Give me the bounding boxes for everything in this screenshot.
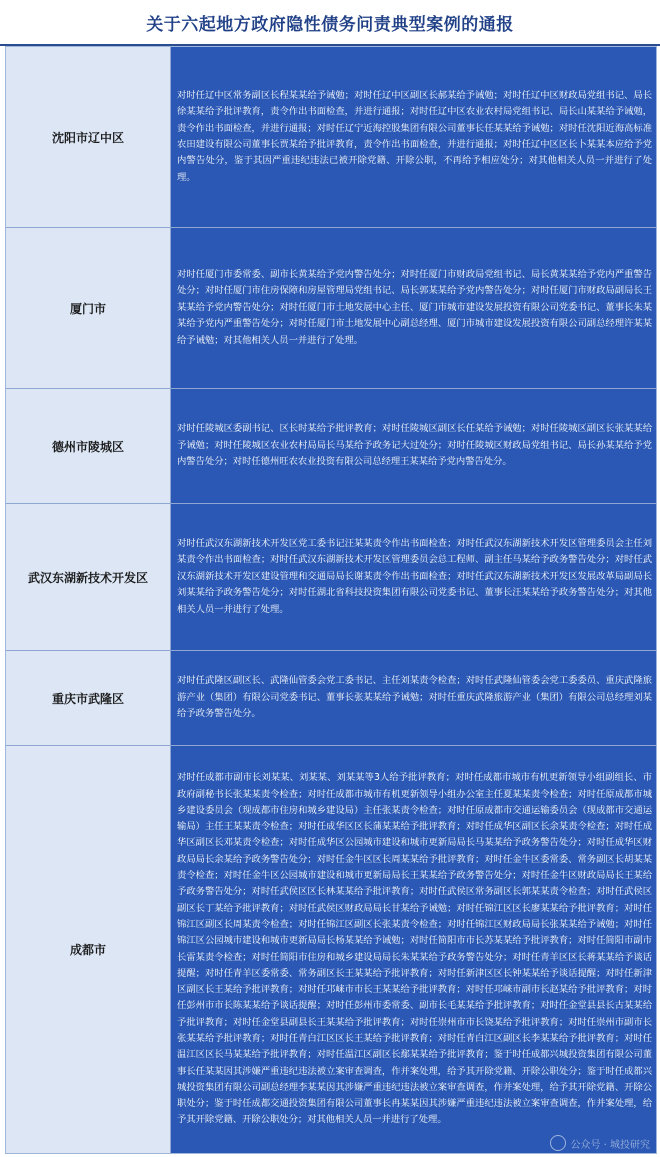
region-cell: 沈阳市辽中区	[6, 47, 171, 227]
table-row	[6, 47, 656, 227]
region-cell: 武汉东湖新技术开发区	[6, 504, 171, 650]
detail-cell	[171, 746, 656, 1153]
detail-text: 对时任辽中区常务副区长程某某给予诫勉；对时任辽中区副区长郝某给予诫勉；对时任辽中区财政局党组书记、局长徐某某给予批评教育，责令作出书面检查，并进行通报；对时任辽中区农业农村局党组书记、局长山某某给予诫勉，责令作出书面检查，并进行通报；对时任辽宁近海控股集团有限公司董事长任某某给予诫勉；对时任沈阳近海高标准农田建设有限公司董事长贾某给予批评教育，责令作出书面检查，并进行通报；对时任辽中区区长卜某某本应给予党内警告处分，鉴于其因严重违纪违法已被开除党籍、开除公职，不再给予相应处分；对其他相关人员一并进行了处理。	[177, 89, 652, 183]
detail-cell	[171, 504, 656, 650]
detail-cell	[171, 47, 656, 227]
cases-table	[5, 46, 657, 1154]
detail-text: 对时任成都市副市长刘某某、刘某某、刘某某等3人给予批评教育；对时任成都市城市有机更新领导小组副组长、市政府副秘书长张某某责令检查；对时任成都市城市有机更新领导小组办公室主任夏某某责令检查；对时任原成都市城乡建设委员会（现成都市住房和城乡建设局）主任张某责令检查；对时任原成都市交通运输委员会（现成都市交通运输局）主任王某某责令检查；对时任成华区区长蒲某某给予批评教育；对时任成华区副区长余某责令检查；对时任成华区副区长邓某责令检查；对时任成华区公园城市建设和城市更新局局长马某某给予政务警告处分；对时任成华区财政局局长余某给予政务警告处分；对时任金牛区区长周某某给予批评教育；对时任金牛区委常委、常务副区长胡某某责令检查；对时任金牛区公园城市建设和城市更新局局长王某某给予政务警告处分；对时任金牛区财政局局长王某给予政务警告处分；对时任武侯区区长林某某给予批评教育；对时任武侯区常务副区长郭某某责令检查；对时任武侯区副区长丁某给予批评教育；对时任武侯区财政局局长甘某给予诫勉；对时任锦江区区长廖某某给予批评教育；对时任锦江区副区长周某责令检查；对时任锦江区副区长张某责令检查；对时任锦江区财政局局长张某某给予诫勉；对时任锦江区公园城市建设和城市更新局局长杨某某给予诫勉；对时任简阳市市长苏某某给予批评教育；对时任简阳市副市长雷某责令检查；对时任简阳市住房和城乡建设局局长朱某某给予政务警告处分；对时任青羊区区长蒋某某给予谈话提醒；对时任青羊区委常委、常务副区长王某某给予批评教育；对时任新津区区长钟某某给予谈话提醒；对时任新津区副区长王某给予批评教育；对时任邛崃市市长王某某给予批评教育；对时任邛崃市副市长赵某给予批评教育；对时任彭州市市长陈某某给予谈话提醒；对时任彭州市委常委、副市长毛某某给予批评教育；对时任金堂县县长古某某给予批评教育；对时任金堂县副县长王某某给予批评教育；对时任崇州市市长饶某给予批评教育；对时任崇州市副市长张某某给予批评教育；对时任青白江区区长王某给予批评教育；对时任青白江区副区长李某某给予批评教育；对时任温江区区长马某某给予批评教育；对时任温江区副区长鄢某某给予批评教育；鉴于时任成都兴城投资集团有限公司董事长任某某因其涉嫌严重违纪违法被立案审查调查，作并案处理，给予其开除党籍、开除公职处分；鉴于时任成都兴城投资集团有限公司副总经理李某某因其涉嫌严重违纪违法被立案审查调查，作并案处理，给予其开除党籍、开除公职处分；鉴于时任成都交通投资集团有限公司董事长冉某某因其涉嫌严重违纪违法被立案审查调查，作并案处理，给予其开除党籍、开除公职处分；对其他相关人员一并进行了处理。	[177, 772, 652, 1126]
watermark-text: 公众号 · 城投研究	[570, 1139, 650, 1151]
region-cell: 成都市	[6, 746, 171, 1153]
table-row	[6, 388, 656, 503]
region-cell: 重庆市武隆区	[6, 651, 171, 745]
table-row	[6, 745, 656, 1153]
wechat-icon	[550, 1135, 566, 1151]
detail-text: 对时任陵城区委副书记、区长时某给予批评教育；对时任陵城区副区长任某给予诫勉；对时任陵城区副区长张某某给予诫勉；对时任陵城区农业农村局局长马某给予政务记大过处分；对时任陵城区财政局党组书记、局长孙某某给予党内警告处分；对时任德州旺农农业投资有限公司总经理王某某给予党内警告处分。	[177, 423, 652, 468]
region-cell: 德州市陵城区	[6, 389, 171, 503]
detail-text: 对时任武隆区副区长、武隆仙管委会党工委书记、主任刘某责令检查；对时任武隆仙管委会党工委委员、重庆武隆旅游产业（集团）有限公司党委书记、董事长张某某给予诫勉；对时任重庆武隆旅游产业（集团）有限公司总经理刘某给予政务警告处分。	[177, 675, 652, 720]
region-cell: 厦门市	[6, 228, 171, 388]
detail-text: 对时任厦门市委常委、副市长黄某给予党内警告处分；对时任厦门市财政局党组书记、局长黄某某给予党内严重警告处分；对时任厦门市住房保障和房屋管理局党组书记、局长郭某某给予党内警告处分；对时任厦门市财政局副局长王某某给予党内警告处分；对时任厦门市土地发展中心主任、厦门市城市建设发展投资有限公司党委书记、董事长朱某某给予党内严重警告处分；对时任厦门市土地发展中心副总经理、厦门市城市建设发展投资有限公司副总经理许某某给予诫勉；对其他相关人员一并进行了处理。	[177, 268, 652, 346]
title-bar	[0, 0, 660, 46]
detail-text: 对时任武汉东湖新技术开发区党工委书记汪某某责令作出书面检查；对时任武汉东湖新技术开发区管理委员会主任刘某责令作出书面检查；对时任武汉东湖新技术开发区管理委员会总工程师、副主任马某给予政务警告处分；对时任武汉东湖新技术开发区建设管理和交通局局长谢某责令作出书面检查；对时任武汉东湖新技术开发区发展改革局副局长刘某某给予政务警告处分；对时任湖北省科技投资集团有限公司党委书记、董事长汪某某给予政务警告处分；对其他相关人员一并进行了处理。	[177, 537, 652, 615]
table-row	[6, 503, 656, 650]
table-row	[6, 650, 656, 745]
detail-cell	[171, 228, 656, 388]
detail-cell	[171, 651, 656, 745]
watermark	[550, 1135, 650, 1151]
table-row	[6, 227, 656, 388]
page-title: 关于六起地方政府隐性债务问责典型案例的通报	[146, 14, 514, 35]
detail-cell	[171, 389, 656, 503]
